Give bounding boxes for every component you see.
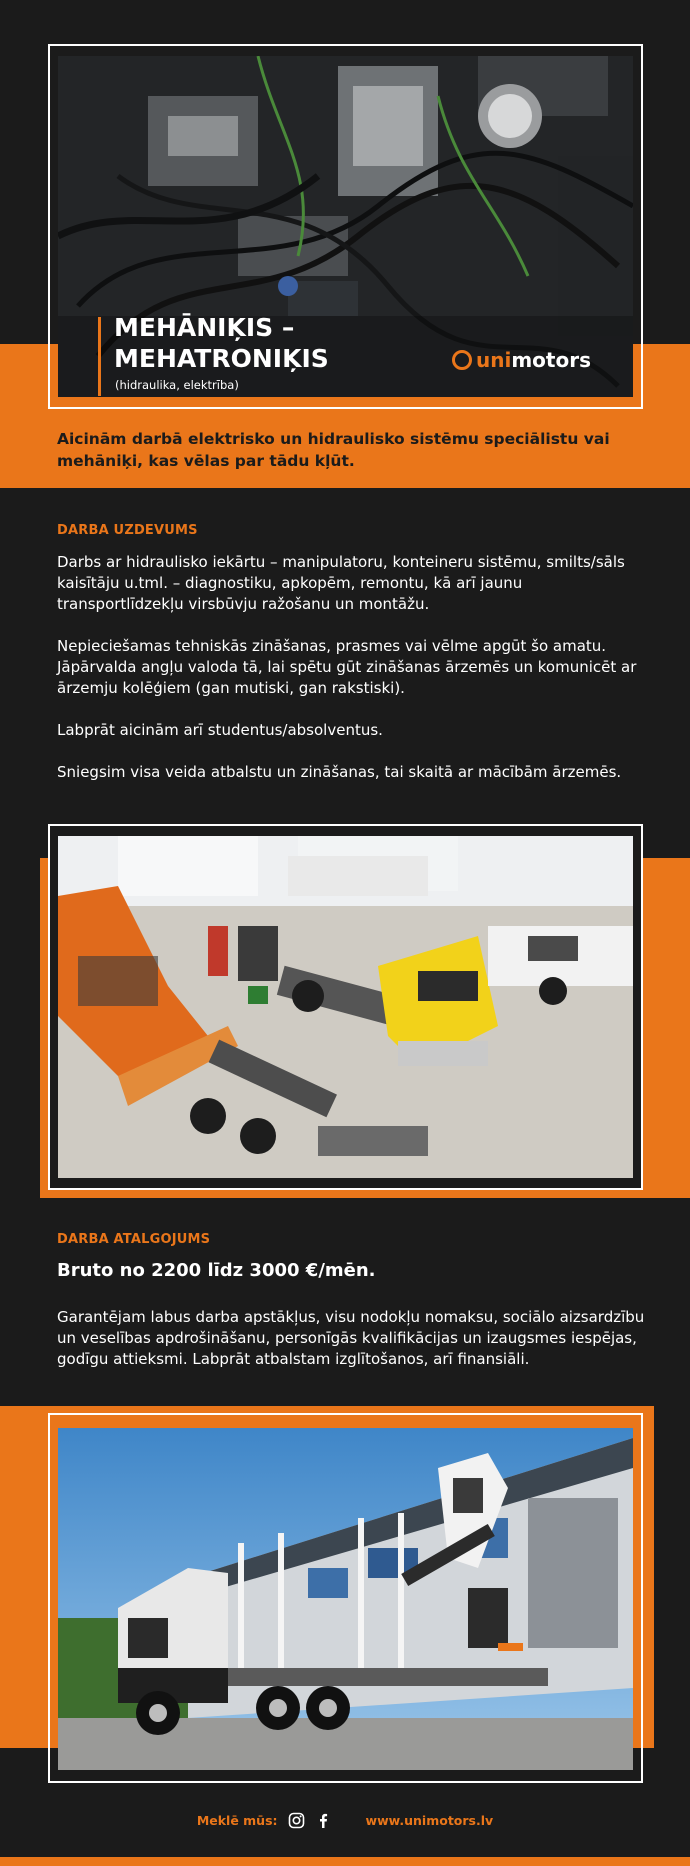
find-us-label: Meklē mūs: bbox=[196, 1812, 278, 1828]
hero-title-line1: MEHĀNIĶIS – bbox=[114, 313, 295, 342]
workshop-photo bbox=[58, 836, 633, 1178]
truck-workshop-photo bbox=[58, 836, 633, 1178]
logo-mark-icon bbox=[452, 350, 472, 370]
hero-accent-bar bbox=[98, 317, 101, 396]
salary-label: DARBA ATALGOJUMS bbox=[57, 1232, 211, 1247]
timber-truck-photo bbox=[58, 1428, 633, 1770]
tasks-label: DARBA UZDEVUMS bbox=[57, 523, 198, 538]
logo-motors-text: motors bbox=[511, 348, 591, 372]
intro-text: Aicinām darbā elektrisko un hidraulisko sistēmu speciālistu vai mehāniķi, kas vēlas par tādu kļūt. bbox=[57, 430, 610, 470]
bottom-orange-bar bbox=[0, 1857, 690, 1866]
instagram-icon[interactable] bbox=[288, 1812, 305, 1829]
unimotors-logo bbox=[452, 348, 591, 372]
footer bbox=[0, 1808, 690, 1832]
tasks-paragraph: Sniegsim visa veida atbalstu un zināšanas, tai skaitā ar mācībām ārzemēs. bbox=[57, 763, 622, 781]
facebook-icon[interactable] bbox=[315, 1812, 332, 1829]
hero-title-line2: MEHATRONIĶIS bbox=[114, 344, 329, 373]
tasks-paragraph: Nepieciešamas tehniskās zināšanas, prasmes vai vēlme apgūt šo amatu. Jāpārvalda angļu valoda tā, lai spētu gūt zināšanas ārzemēs un komunicēt ar ārzemju kolēģiem (gan mutiski, gan rakstiski). bbox=[57, 637, 637, 697]
logo-uni-text: uni bbox=[476, 348, 512, 372]
hero-subtitle: (hidraulika, elektrība) bbox=[115, 378, 239, 392]
salary-amount: Bruto no 2200 līdz 3000 €/mēn. bbox=[57, 1260, 376, 1281]
salary-paragraph: Garantējam labus darba apstākļus, visu nodokļu nomaksu, sociālo aizsardzību un veselības apdrošināšanu, personīgās kvalifikācijas un izaugsmes iespējas, godīgu attieksmi. Labprāt atbalstam izglītošanos, arī finansiāli. bbox=[57, 1308, 645, 1368]
website-link[interactable]: www.unimotors.lv bbox=[365, 1812, 494, 1828]
tasks-paragraph: Labprāt aicinām arī studentus/absolventus. bbox=[57, 721, 383, 739]
truck-photo bbox=[58, 1428, 633, 1770]
hero-title bbox=[114, 312, 414, 374]
tasks-paragraph: Darbs ar hidraulisko iekārtu – manipulatoru, konteineru sistēmu, smilts/sāls kaisītāju u.tml. – diagnostiku, apkopēm, remontu, kā arī jaunu transportlīdzekļu virsbūvju ražošanu un montāžu. bbox=[57, 553, 625, 613]
